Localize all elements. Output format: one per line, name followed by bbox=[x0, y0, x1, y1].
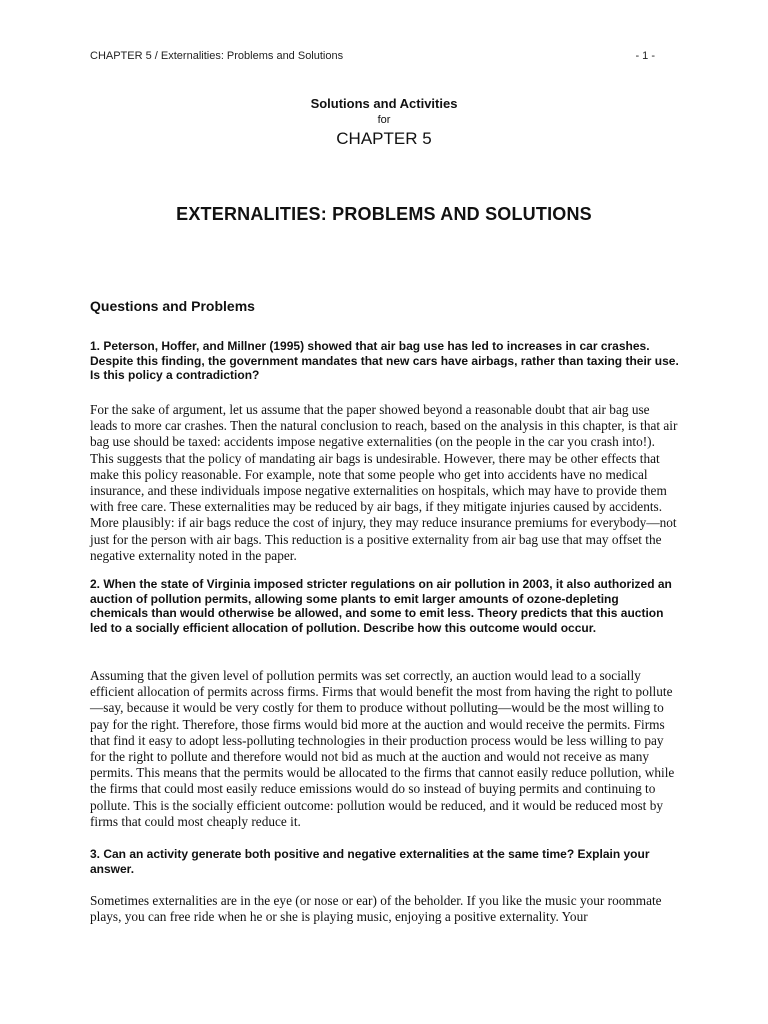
page-number: - 1 - bbox=[635, 50, 655, 62]
section-heading: Questions and Problems bbox=[90, 298, 255, 314]
chapter-label: CHAPTER 5 bbox=[336, 129, 432, 148]
running-title: CHAPTER 5 / Externalities: Problems and Solutions bbox=[90, 50, 344, 62]
answer-2: Assuming that the given level of pollution permits was set correctly, an auction would lead to a socially efficient allocation of permits across firms. Firms that would benefit the most from having the right to pollute—say, because it would be very costly for them to produce without polluting—would be the most willing to pay for the right. Therefore, those firms would bid more at the auction and would receive the permits. Firms that find it easy to adopt less-polluting technologies in their production process would be less willing to pay for the right to pollute and therefore would not bid as much at the auction and would not receive as many permits. This means that the permits would be allocated to the firms that cannot easily reduce pollution, while the firms that could most easily reduce emissions would do so instead of buying permits and continuing to pollute. This is the socially efficient outcome: pollution would be reduced, and it would be reduced most by firms that could most cheaply reduce it. bbox=[90, 668, 675, 829]
question-3: 3. Can an activity generate both positive and negative externalities at the same time? Explain your answer. bbox=[90, 847, 650, 876]
answer-3: Sometimes externalities are in the eye (or nose or ear) of the beholder. If you like the music your roommate plays, you can free ride when he or she is playing music, enjoying a positive externality. Your bbox=[90, 893, 662, 925]
question-2: 2. When the state of Virginia imposed stricter regulations on air pollution in 2003, it also authorized an auction of pollution permits, allowing some plants to emit larger amounts of ozone-depleting chemicals than would otherwise be allowed, and some to emit less. Theory predicts that this auction led to a socially efficient allocation of pollution. Describe how this outcome would occur. bbox=[90, 577, 672, 635]
answer-1: For the sake of argument, let us assume that the paper showed beyond a reasonable doubt that air bag use leads to more car crashes. Then the natural conclusion to reach, based on the analysis in this chapter, is that air bag use should be taxed: accidents impose negative externalities (on the people in the car you crash into!). This suggests that the policy of mandating air bags is undesirable. However, there may be other effects that make this policy reasonable. For example, note that some people who get into accidents have no medical insurance, and these individuals impose negative externalities on hospitals, which may have to provide them with free care. These externalities may be reduced by air bags, if they mitigate injuries caused by accidents. More plausibly: if air bags reduce the cost of injury, they may reduce insurance premiums for everybody—not just for the person with air bags. This reduction is a positive externality from air bag use that may offset the negative externality noted in the paper. bbox=[90, 402, 678, 563]
solutions-title: Solutions and Activities bbox=[310, 96, 458, 111]
question-1: 1. Peterson, Hoffer, and Millner (1995) showed that air bag use has led to increases in car crashes. Despite this finding, the government mandates that new cars have airbags, rather than taxing their use. Is this policy a contradiction? bbox=[90, 339, 679, 382]
for-word: for bbox=[377, 114, 391, 126]
main-title: EXTERNALITIES: PROBLEMS AND SOLUTIONS bbox=[176, 204, 592, 224]
